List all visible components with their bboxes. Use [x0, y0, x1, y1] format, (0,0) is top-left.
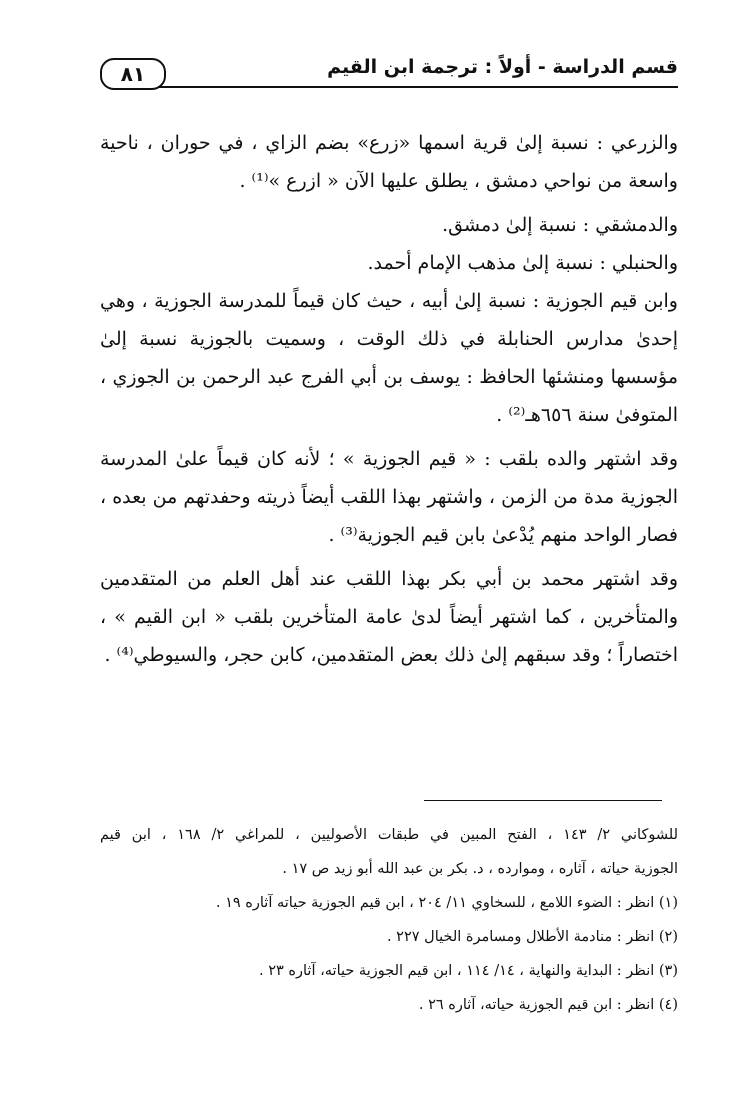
footnote-line: (٢) انظر : منادمة الأطلال ومسامرة الخيال ٢٢٧ . [386, 929, 678, 945]
body-line: والزرعي : نسبة إلىٰ قرية اسمها «زرع» بضم الزاي ، في حوران ، ناحية [100, 132, 678, 154]
body-line: والحنبلي : نسبة إلىٰ مذهب الإمام أحمد. [367, 252, 678, 274]
header-rule [158, 86, 678, 88]
body-line: واسعة من نواحي دمشق ، يطلق عليها الآن « ازرع »⁽¹⁾ . [239, 170, 678, 192]
body-line: الجوزية مدة من الزمن ، واشتهر بهذا اللقب أيضاً ذريته وحفدتهم من بعده ، [100, 486, 678, 508]
footnote-line: (١) انظر : الضوء اللامع ، للسخاوي ١١/ ٢٠٤ ، ابن قيم الجوزية حياته آثاره ١٩ . [215, 895, 678, 911]
body-line: والمتأخرين ، كما اشتهر أيضاً لدىٰ عامة المتأخرين بلقب « ابن القيم » ، [100, 606, 678, 628]
body-line: إحدىٰ مدارس الحنابلة في ذلك الوقت ، وسميت بالجوزية نسبة إلىٰ [100, 328, 678, 350]
footnote-line: للشوكاني ٢/ ١٤٣ ، الفتح المبين في طبقات الأصوليين ، للمراغي ٢/ ١٦٨ ، ابن قيم [100, 827, 678, 843]
footnote-line: الجوزية حياته ، آثاره ، وموارده ، د. بكر بن عبد الله أبو زيد ص ١٧ . [282, 861, 678, 877]
body-line: فصار الواحد منهم يُدْعىٰ بابن قيم الجوزية⁽³⁾ . [328, 524, 678, 546]
header-title: قسم الدراسة - أولاً : ترجمة ابن القيم [327, 56, 678, 78]
body-line: اختصاراً ؛ وقد سبقهم إلىٰ ذلك بعض المتقدمين، كابن حجر، والسيوطي⁽⁴⁾ . [104, 644, 678, 666]
footnote-line: (٤) انظر : ابن قيم الجوزية حياته، آثاره ٢٦ . [418, 997, 678, 1013]
footnote-separator [424, 800, 662, 801]
page-number: ٨١ [100, 58, 166, 90]
body-line: مؤسسها ومنشئها الحافظ : يوسف بن أبي الفرج عبد الرحمن بن الجوزي ، [100, 366, 678, 388]
body-line: وقد اشتهر محمد بن أبي بكر بهذا اللقب عند أهل العلم من المتقدمين [100, 568, 678, 590]
body-line: المتوفىٰ سنة ٦٥٦هـ⁽²⁾ . [496, 404, 678, 426]
running-header [100, 52, 678, 92]
footnote-line: (٣) انظر : البداية والنهاية ، ١٤/ ١١٤ ، ابن قيم الجوزية حياته، آثاره ٢٣ . [258, 963, 678, 979]
body-text [100, 124, 678, 674]
body-line: وابن قيم الجوزية : نسبة إلىٰ أبيه ، حيث كان قيماً للمدرسة الجوزية ، وهي [100, 290, 678, 312]
body-line: والدمشقي : نسبة إلىٰ دمشق. [442, 214, 678, 236]
body-line: وقد اشتهر والده بلقب : « قيم الجوزية » ؛ لأنه كان قيماً علىٰ المدرسة [100, 448, 678, 470]
footnotes [100, 818, 678, 1022]
